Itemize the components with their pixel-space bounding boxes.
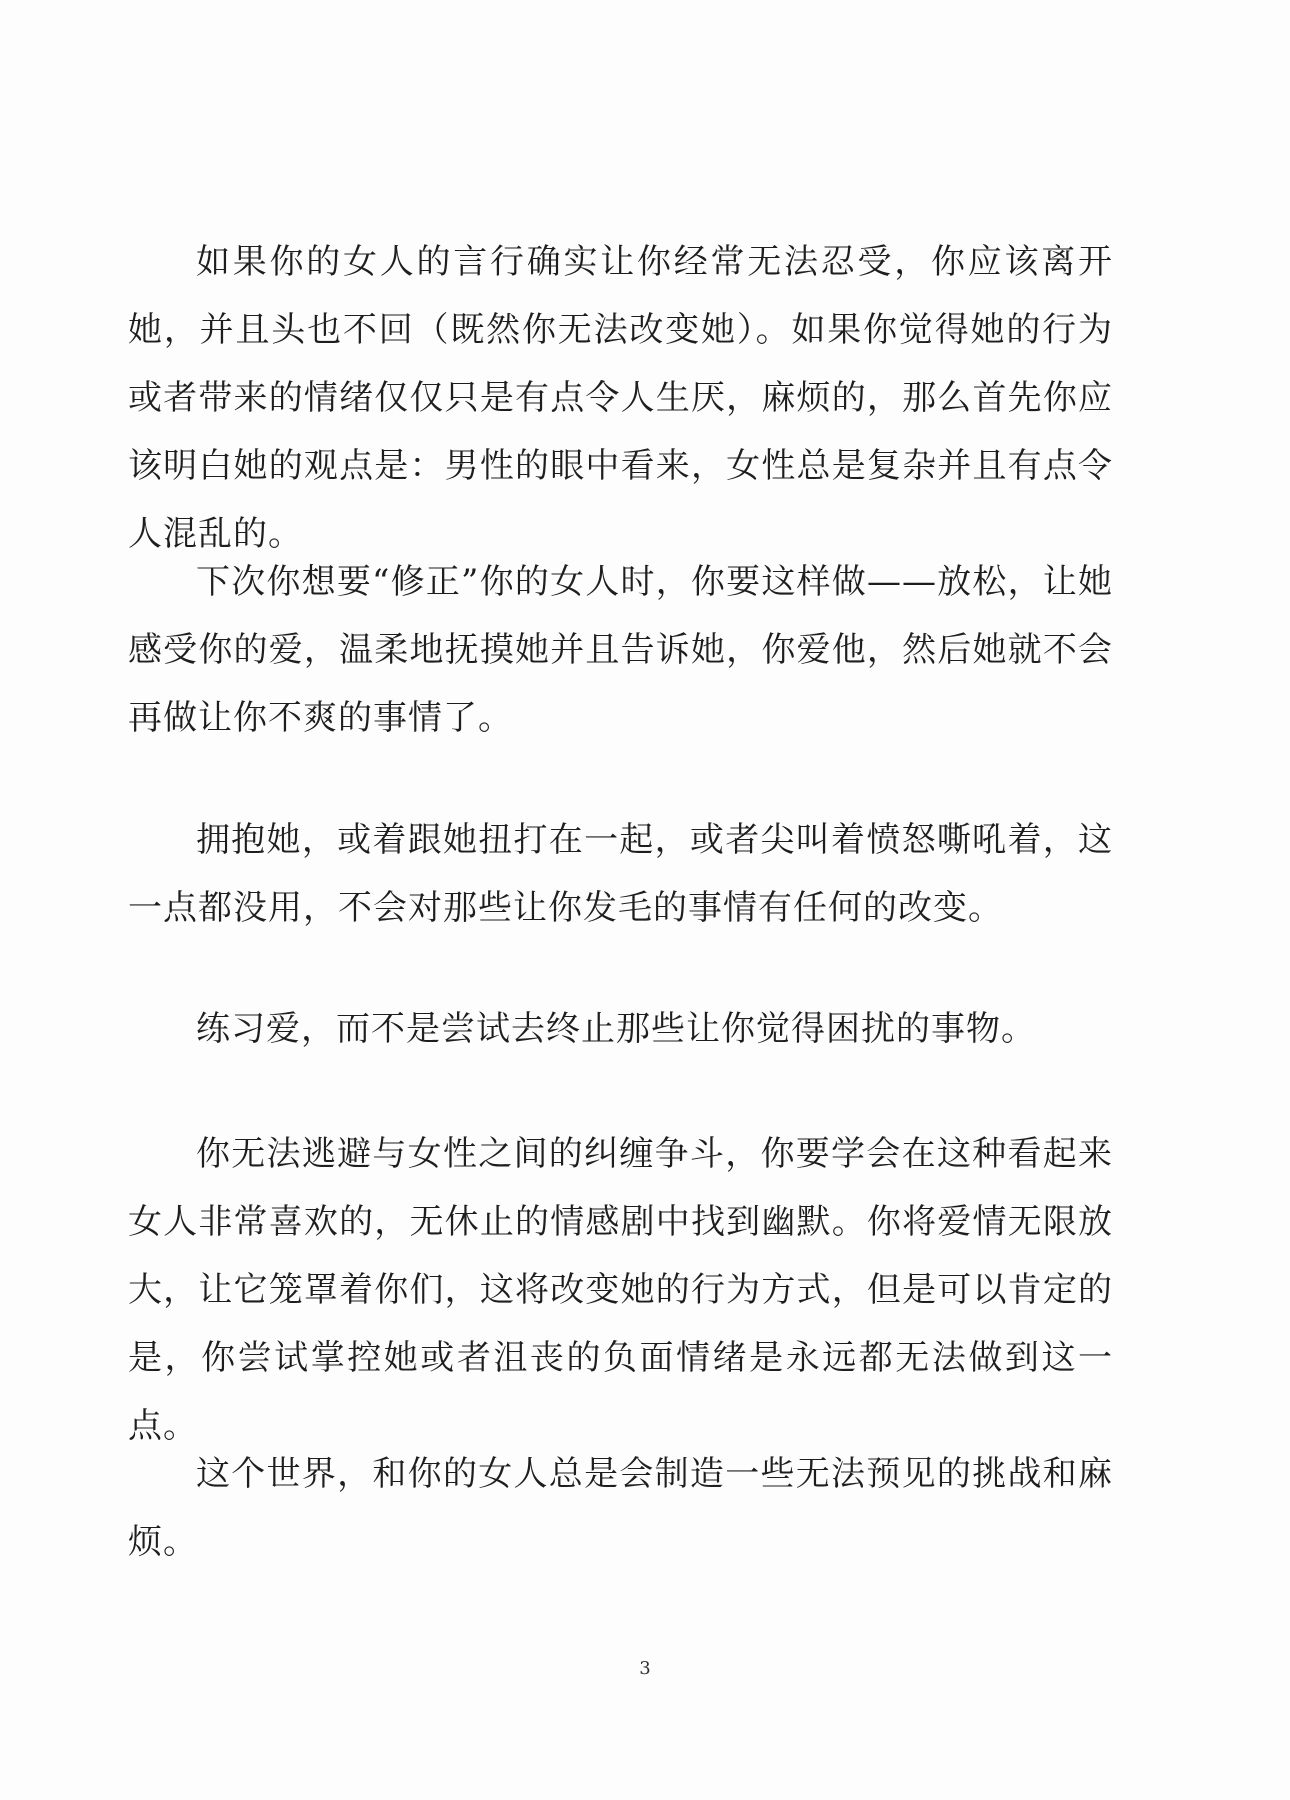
paragraph-2: 下次你想要“修正”你的女人时，你要这样做——放松，让她感受你的爱，温柔地抚摸她并且告诉她，你爱他，然后她就不会再做让你不爽的事情了。 — [128, 562, 1113, 738]
paragraph-6: 这个世界，和你的女人总是会制造一些无法预见的挑战和麻烦。 — [128, 1454, 1113, 1562]
paragraph-4: 练习爱，而不是尝试去终止那些让你觉得困扰的事物。 — [196, 1009, 1036, 1049]
page-number: 3 — [639, 1658, 651, 1679]
paragraph-1: 如果你的女人的言行确实让你经常无法忍受，你应该离开她，并且头也不回（既然你无法改变她）。如果你觉得她的行为或者带来的情绪仅仅只是有点令人生厌，麻烦的，那么首先你应该明白她的观点是：男性的眼中看来，女性总是复杂并且有点令人混乱的。 — [128, 242, 1113, 554]
paragraph-3: 拥抱她，或着跟她扭打在一起，或者尖叫着愤怒嘶吼着，这一点都没用，不会对那些让你发毛的事情有任何的改变。 — [128, 820, 1113, 928]
paragraph-5: 你无法逃避与女性之间的纠缠争斗，你要学会在这种看起来女人非常喜欢的，无休止的情感剧中找到幽默。你将爱情无限放大，让它笼罩着你们，这将改变她的行为方式，但是可以肯定的是，你尝试掌控她或者沮丧的负面情绪是永远都无法做到这一点。 — [128, 1134, 1113, 1446]
